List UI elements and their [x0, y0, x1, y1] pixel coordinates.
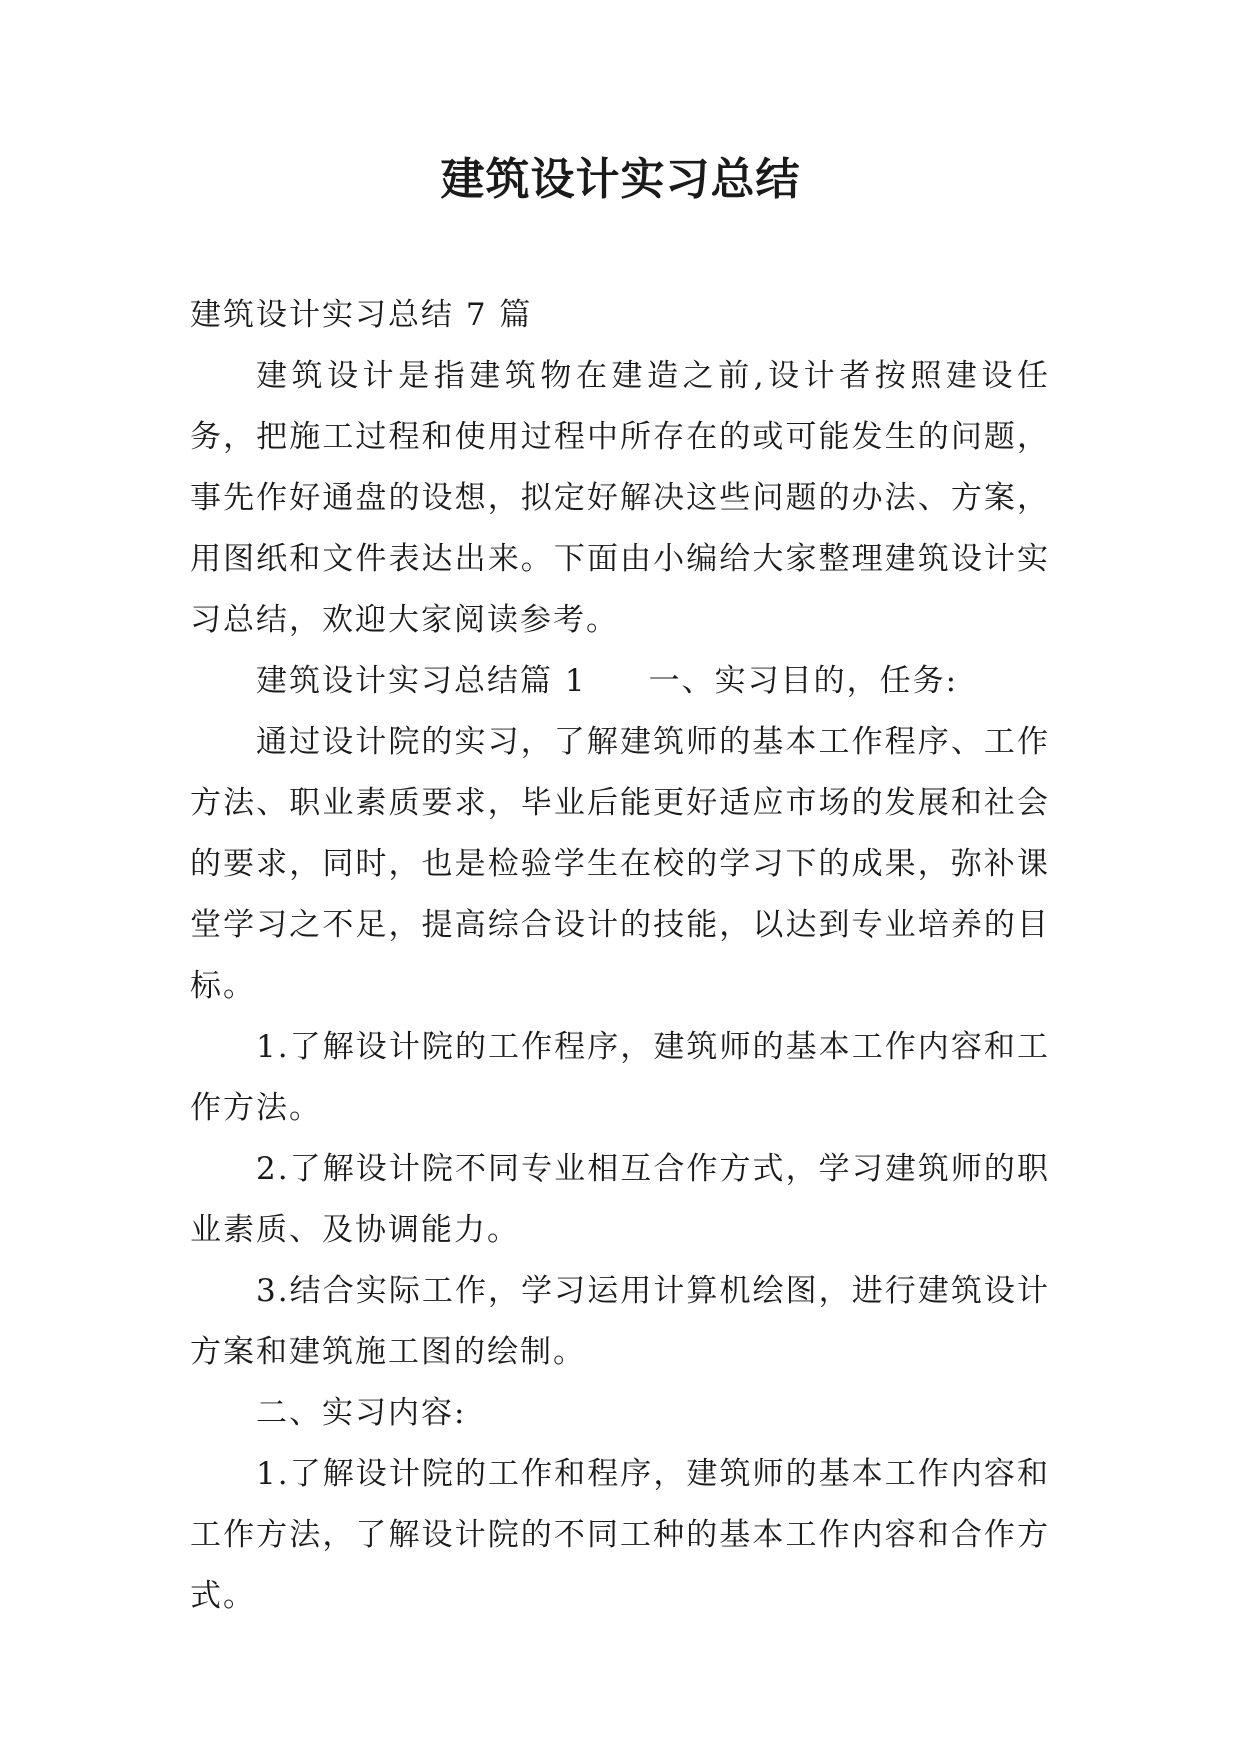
content-heading: 二、实习内容: — [256, 1395, 467, 1431]
subtitle-paragraph: 建筑设计实习总结 7 篇 — [190, 297, 533, 333]
list-item-3: 3.结合实际工作，学习运用计算机绘图，进行建筑设计方案和建筑施工图的绘制。 — [190, 1273, 1050, 1370]
content-item-1: 1.了解设计院的工作和程序，建筑师的基本工作内容和工作方法，了解设计院的不同工种的基本工作内容和合作方式。 — [190, 1456, 1050, 1614]
section-heading: 建筑设计实习总结篇 1 — [256, 663, 587, 699]
purpose-paragraph: 通过设计院的实习，了解建筑师的基本工作程序、工作方法、职业素质要求，毕业后能更好适应市场的发展和社会的要求，同时，也是检验学生在校的学习下的成果，弥补课堂学习之不足，提高综合设计的技能，以达到专业培养的目标。 — [190, 724, 1050, 1004]
intro-paragraph: 建筑设计是指建筑物在建造之前,设计者按照建设任务，把施工过程和使用过程中所存在的或可能发生的问题，事先作好通盘的设想，拟定好解决这些问题的办法、方案，用图纸和文件表达出来。下面由小编给大家整理建筑设计实习总结，欢迎大家阅读参考。 — [190, 358, 1050, 638]
section-heading-paragraph — [190, 651, 1050, 712]
subsection-heading: 一、实习目的，任务: — [648, 663, 959, 699]
document-body — [190, 285, 1050, 1627]
document-title: 建筑设计实习总结 — [440, 154, 801, 205]
list-item-2: 2.了解设计院不同专业相互合作方式，学习建筑师的职业素质、及协调能力。 — [190, 1151, 1050, 1248]
list-item-1: 1.了解设计院的工作程序，建筑师的基本工作内容和工作方法。 — [190, 1029, 1050, 1126]
